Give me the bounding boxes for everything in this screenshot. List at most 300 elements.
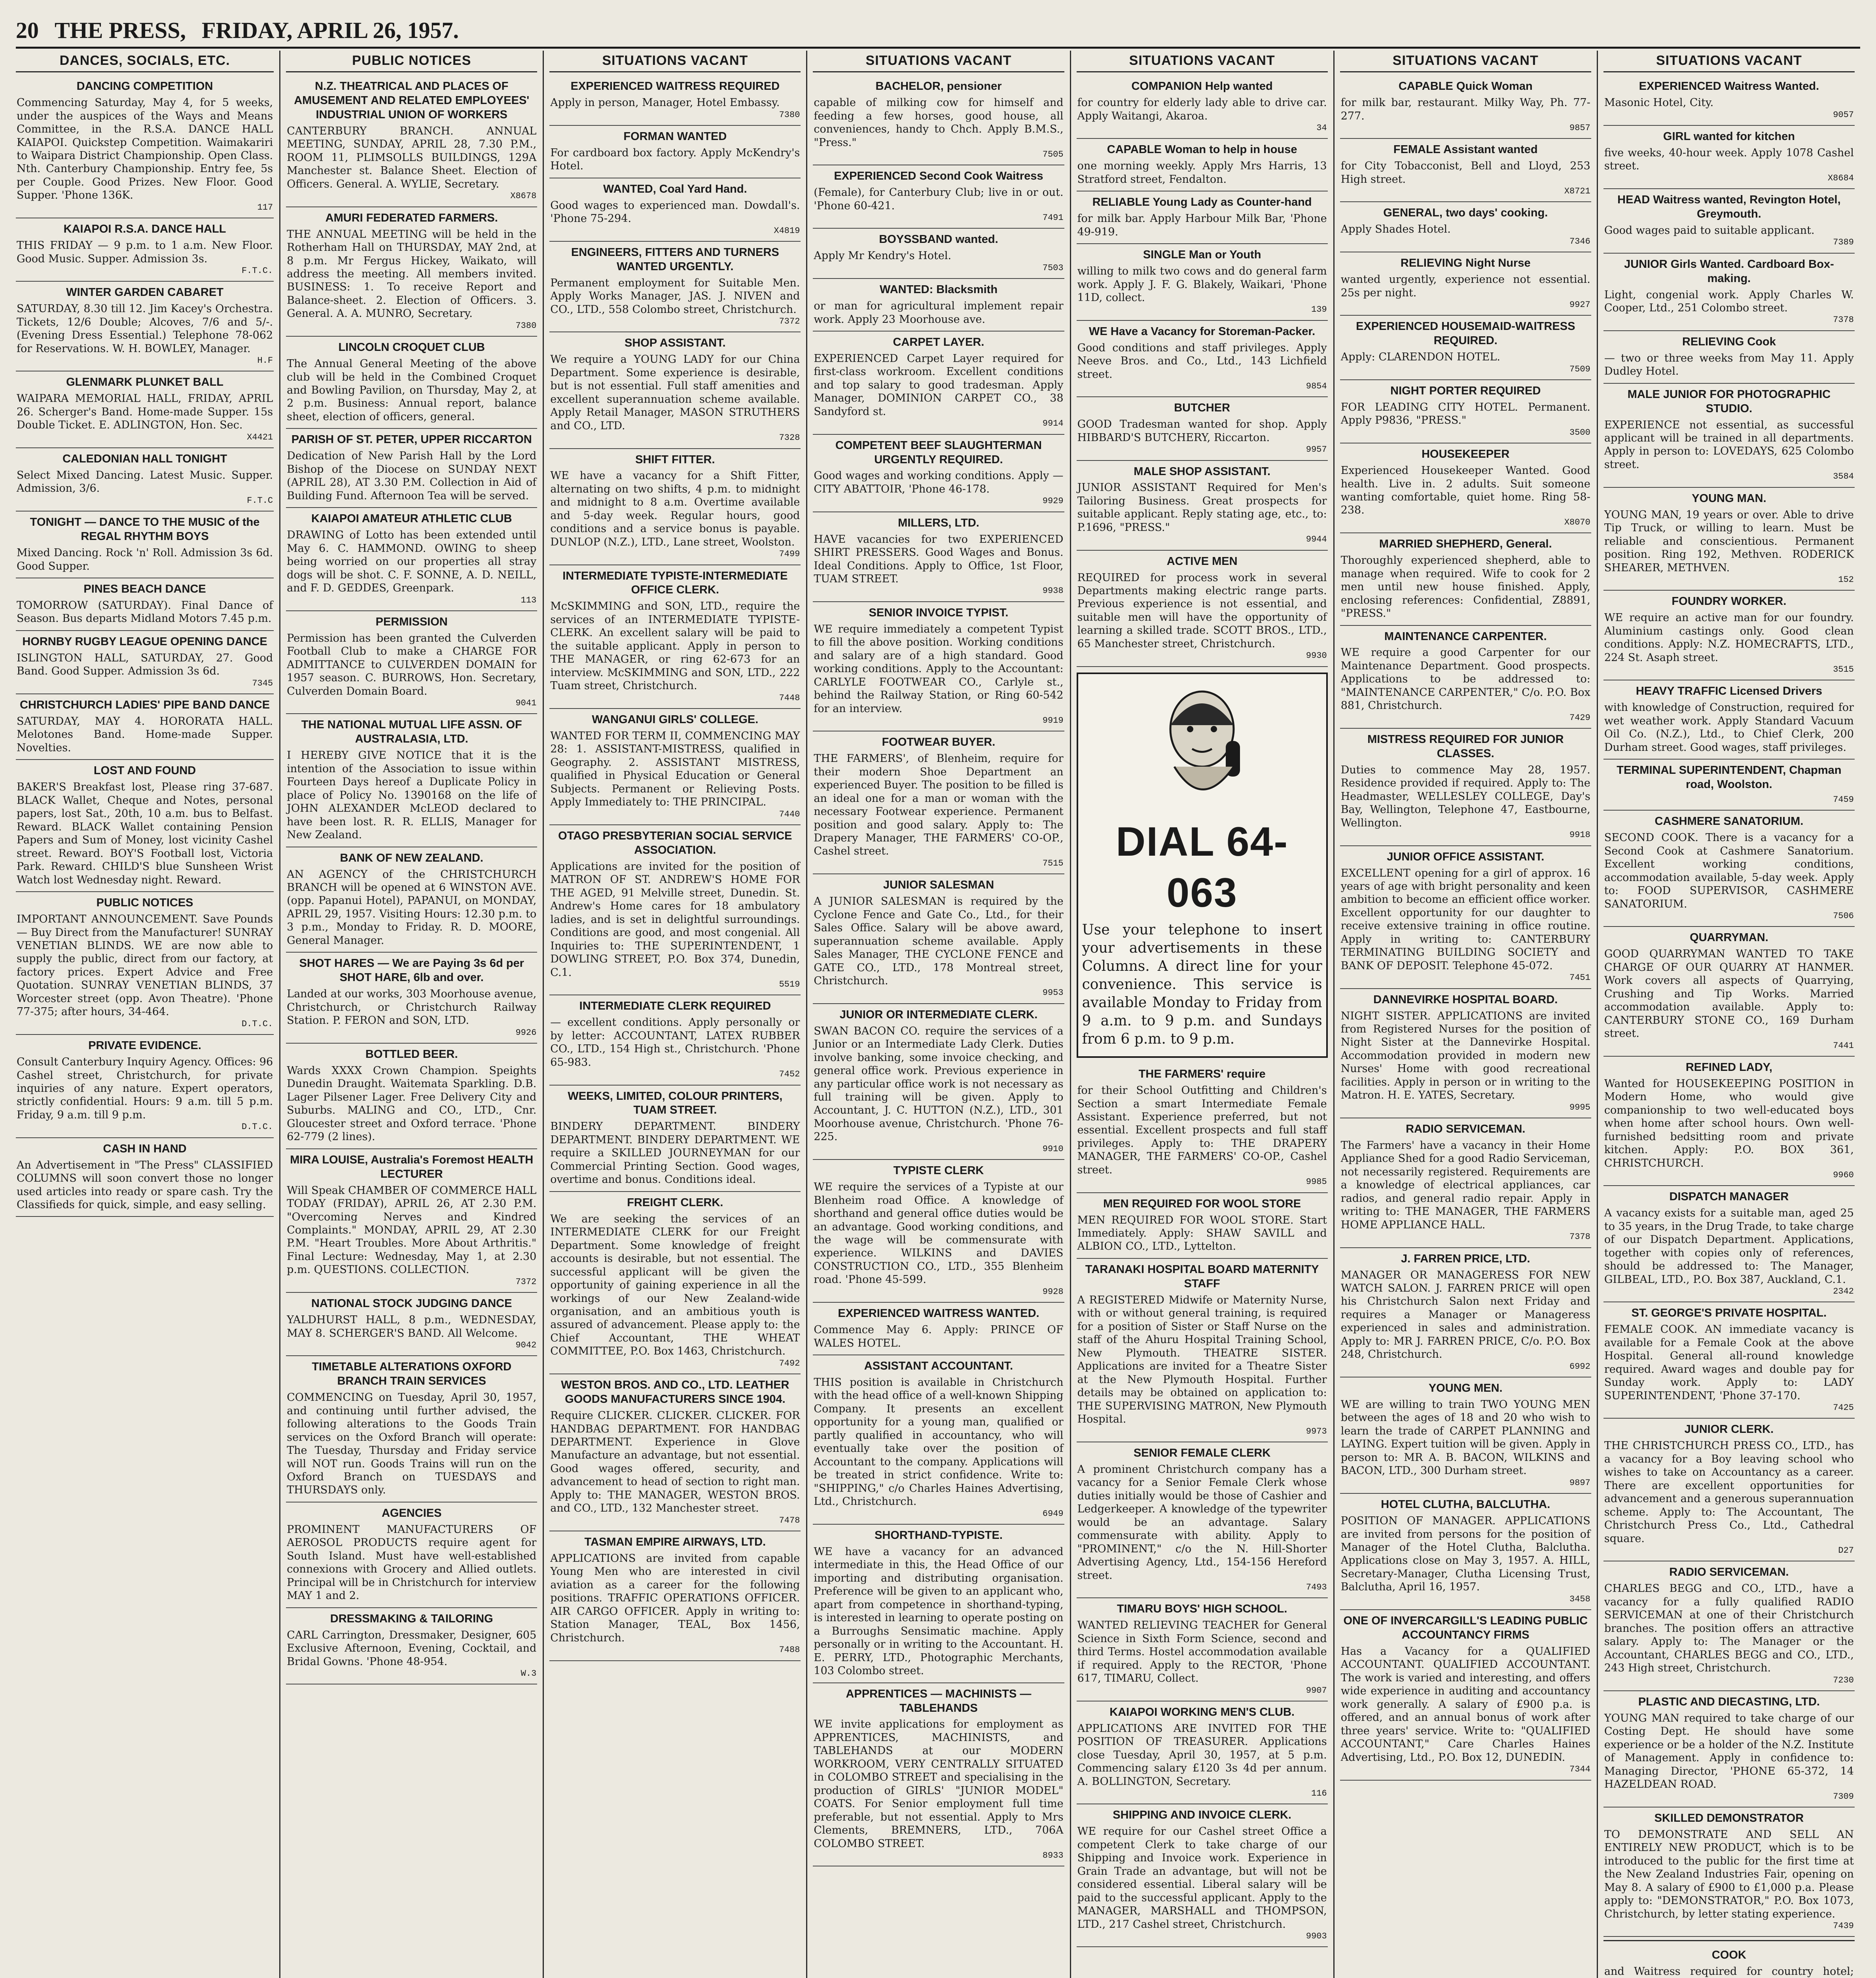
ad-heading: BANK OF NEW ZEALAND. bbox=[340, 851, 483, 864]
classified-ad bbox=[16, 282, 274, 371]
ad-reference-number: D.T.C. bbox=[241, 1019, 273, 1029]
ad-heading: RELIEVING Cook bbox=[1682, 335, 1776, 348]
ad-reference-number: 7346 bbox=[1569, 236, 1590, 246]
ad-heading: WINTER GARDEN CABARET bbox=[66, 286, 224, 299]
ad-body: The Annual General Meeting of the above club will be held in the Combined Croquet and Bowling Pavilion, on Thursday, May 2, at 2 p.m. Business: Annual report, balance sheet, election of officers, general. bbox=[287, 358, 537, 423]
classified-ad bbox=[1603, 1691, 1855, 1807]
classified-ad bbox=[286, 1502, 537, 1608]
ad-body: (Female), for Canterbury Club; live in or out. 'Phone 60-421. bbox=[814, 186, 1064, 212]
classified-ad bbox=[549, 242, 801, 333]
ad-body: IMPORTANT ANNOUNCEMENT. Save Pounds — Buy Direct from the Manufacturer! SUNRAY VENETIAN BLINDS. WE are now able to supply the public, direct from our factory, at factory prices. Expert Advice and Free Quotation. SUNRAY VENETIAN BLINDS, 37 Worcester street (opp. Avon Theatre). 'Phone 77-375; after hours, 34-464. bbox=[17, 913, 273, 1018]
ad-body: An Advertisement in "The Press" CLASSIFIED COLUMNS will soon convert those no longer used articles into ready or spare cash. Try the Classifieds for quick, simple, and easy selling. bbox=[17, 1159, 273, 1211]
ad-reference-number: 7488 bbox=[779, 1645, 800, 1655]
ad-body: APPLICATIONS are invited from capable Young Men who are interested in civil aviation as a career for the following positions. TRAFFIC OPERATIONS OFFICER. AIR CARGO OFFICER. Apply in writing to: Station Manager, TEAL, Box 1456, Christchurch. bbox=[550, 1552, 800, 1644]
masthead bbox=[16, 8, 1860, 49]
ad-body: THE ANNUAL MEETING will be held in the Rotherham Hall on THURSDAY, MAY 2nd, at 8 p.m. Mr Fergus Hickey, Waikato, will address the meeting. All members invited. BUSINESS: 1. To receive Report and Balance-sheet. 2. Election of Officers. 3. General. A. A. MUNRO, Secretary. bbox=[287, 228, 537, 320]
classified-ad bbox=[549, 1374, 801, 1531]
ad-heading: MEN REQUIRED FOR WOOL STORE bbox=[1103, 1197, 1301, 1210]
ad-reference-number: F.T.C. bbox=[241, 266, 273, 276]
ad-body: or man for agricultural implement repair work. Apply 23 Moorhouse ave. bbox=[814, 300, 1064, 326]
ad-body: McSKIMMING and SON, LTD., require the services of an INTERMEDIATE TYPISTE-CLERK. An excellent salary will be paid to the suitable applicant. Apply in person to THE MANAGER, or ring 62-673 for an interview. McSKIMMING and SON, LTD., 222 Tuam street, Christchurch. bbox=[550, 600, 800, 692]
ad-heading: SENIOR INVOICE TYPIST. bbox=[869, 606, 1009, 619]
ad-reference-number: 9857 bbox=[1569, 123, 1590, 133]
ad-body: JUNIOR ASSISTANT Required for Men's Tailoring Business. Great prospects for suitable applicant. Reply stating age, etc., to: P.1696, "PRESS." bbox=[1077, 481, 1327, 534]
ad-reference-number: 9854 bbox=[1306, 381, 1327, 392]
classified-ad bbox=[1340, 846, 1591, 989]
ad-body: COMMENCING on Tuesday, April 30, 1957, and continuing until further advised, the following alterations to the Goods Train services on the Oxford Branch will operate: The Tuesday, Thursday and Friday service will NOT run. Goods Trains will run on the Oxford Branch on TUESDAYS and THURSDAYS only. bbox=[287, 1391, 537, 1497]
classified-ad bbox=[813, 1303, 1064, 1355]
classified-ad bbox=[549, 565, 801, 709]
ad-body: SECOND COOK. There is a vacancy for a Second Cook at Cashmere Sanatorium. Excellent working conditions, accommodation available, 5-day week. Apply to: FOOD SUPERVISOR, CASHMERE SANATORIUM. bbox=[1604, 832, 1854, 910]
classified-ad bbox=[286, 207, 537, 337]
ad-body: We are seeking the services of an INTERMEDIATE CLERK for our Freight Department. Some knowledge of freight accounts is desirable, but not essential. The successful applicant will be given the opportunity of gaining experience in all the workings of our New Zealand-wide organisation, and an ambitious youth is assured of advancement. Please apply to: the Chief Accountant, THE WHEAT COMMITTEE, P.O. Box 1463, Christchurch. bbox=[550, 1213, 800, 1358]
ad-reference-number: 9910 bbox=[1042, 1144, 1064, 1154]
ad-body: Thoroughly experienced shepherd, able to manage when required. Wife to cook for 2 men until new house finished. Apply, enclosing references: Confidential, Z8891, "PRESS." bbox=[1340, 554, 1590, 620]
ad-body: Mixed Dancing. Rock 'n' Roll. Admission 3s 6d. Good Supper. bbox=[17, 547, 273, 572]
ad-reference-number: 7451 bbox=[1569, 973, 1590, 983]
classified-ad bbox=[549, 1531, 801, 1661]
classified-ad bbox=[549, 332, 801, 449]
classified-ad bbox=[1603, 1419, 1855, 1561]
ad-heading: THE FARMERS' require bbox=[1138, 1068, 1266, 1081]
ad-heading: GENERAL, two days' cooking. bbox=[1383, 207, 1548, 220]
column-heading: SITUATIONS VACANT bbox=[1340, 51, 1591, 72]
ad-body: Dedication of New Parish Hall by the Lord Bishop of the Diocese on SUNDAY NEXT (APRIL 28), AT 3.30 P.M. Collection in Aid of Building Fund. Afternoon Tea will be served. bbox=[287, 450, 537, 502]
classified-ad bbox=[813, 1160, 1064, 1303]
classified-ad bbox=[549, 1192, 801, 1374]
ad-heading: RADIO SERVICEMAN. bbox=[1406, 1123, 1526, 1136]
ad-reference-number: 9907 bbox=[1306, 1685, 1327, 1696]
ad-heading: MISTRESS REQUIRED FOR JUNIOR CLASSES. bbox=[1367, 733, 1564, 760]
ad-reference-number: 7372 bbox=[779, 316, 800, 327]
ad-reference-number: 152 bbox=[1838, 574, 1854, 585]
classified-ad bbox=[16, 760, 274, 892]
ad-body: wanted urgently, experience not essential. 25s per night. bbox=[1340, 273, 1590, 299]
ad-reference-number: 9973 bbox=[1306, 1426, 1327, 1436]
classified-ad bbox=[1340, 1494, 1591, 1610]
ad-reference-number: 7345 bbox=[252, 678, 273, 688]
ad-body: THE FARMERS', of Blenheim, require for their modern Shoe Department an experienced Buyer. The position to be filled is an ideal one for a man or woman with the necessary Footwear experience. Permanent position and good salary. Apply to: The Drapery Manager, THE FARMERS' CO-OP., Cashel street. bbox=[814, 752, 1064, 858]
ad-body: Will Speak CHAMBER OF COMMERCE HALL TODAY (FRIDAY), APRIL 26, AT 2.30 P.M. "Overcoming Nerves and Kindred Complaints." MONDAY, APRIL 29, AT 2.30 P.M. "Heart Troubles. More About Arthritis." Final Lecture: Wednesday, May 1, at 2.30 p.m. QUESTIONS. COLLECTION. bbox=[287, 1184, 537, 1276]
ad-heading: CHRISTCHURCH LADIES' PIPE BAND DANCE bbox=[20, 699, 270, 712]
ad-reference-number: H.F bbox=[257, 356, 273, 366]
classified-ad bbox=[16, 1138, 274, 1217]
ad-reference-number: 7344 bbox=[1569, 1764, 1590, 1775]
ad-body: WE have a vacancy for an advanced intermediate in this, the Head Office of our importing and distributing organisation. Preference will be given to an applicant who, apart from competence in shorthand-typing, is interested in learning to operate posting on a Burroughs Sensimatic machine. Apply personally or in writing to the Accountant. H. E. PERRY, LTD., Photographic Merchants, 103 Colombo street. bbox=[814, 1545, 1064, 1677]
column-heading: SITUATIONS VACANT bbox=[1077, 51, 1328, 72]
ad-body: MEN REQUIRED FOR WOOL STORE. Start Immediately. Apply: SHAW SAVILL and ALBION CO., LTD., Lyttelton. bbox=[1077, 1214, 1327, 1253]
classified-ad bbox=[1077, 76, 1328, 139]
ad-reference-number: 3500 bbox=[1569, 427, 1590, 438]
ad-heading: MARRIED SHEPHERD, General. bbox=[1379, 538, 1552, 551]
ad-heading: NIGHT PORTER REQUIRED bbox=[1390, 384, 1541, 397]
classified-ad bbox=[1077, 139, 1328, 191]
ad-body: Duties to commence May 28, 1957. Residence provided if required. Apply to: The Headmaster, WELLESLEY COLLEGE, Day's Bay, Wellington, Telephone 47, Eastbourne, Wellington. bbox=[1340, 764, 1590, 829]
ad-reference-number: 3515 bbox=[1833, 665, 1854, 675]
ad-reference-number: 9995 bbox=[1569, 1102, 1590, 1112]
ad-heading: YOUNG MEN. bbox=[1428, 1382, 1503, 1395]
ad-body: for their School Outfitting and Children's Section a smart Intermediate Female Assistant. Experience preferred, but not essential. Excellent prospects and full staff privileges. Apply to: THE DRAPERY MANAGER, THE FARMERS' CO-OP., Cashel street. bbox=[1077, 1084, 1327, 1176]
classified-ad bbox=[813, 731, 1064, 874]
classified-ad bbox=[549, 995, 801, 1085]
classified-ad bbox=[813, 1355, 1064, 1525]
ad-body: — two or three weeks from May 11. Apply Dudley Hotel. bbox=[1604, 352, 1854, 378]
ad-heading: NATIONAL STOCK JUDGING DANCE bbox=[311, 1297, 512, 1310]
classified-ad bbox=[1340, 1610, 1591, 1780]
ad-body: POSITION OF MANAGER. APPLICATIONS are invited from persons for the position of Manager of the Hotel Clutha, Balclutha. Applications close on May 3, 1957. A. HILL, Secretary-Manager, Clutha Licensing Trust, Balclutha, April 16, 1957. bbox=[1340, 1515, 1590, 1593]
ad-body: Good wages and working conditions. Apply — CITY ABATTOIR, 'Phone 46-178. bbox=[814, 470, 1064, 495]
ad-reference-number: 9914 bbox=[1042, 419, 1064, 429]
ad-heading: BOTTLED BEER. bbox=[365, 1048, 458, 1061]
ad-heading: PARISH OF ST. PETER, UPPER RICCARTON bbox=[291, 433, 532, 446]
classified-ad bbox=[813, 1683, 1064, 1867]
ad-heading: WEEKS, LIMITED, COLOUR PRINTERS, TUAM STREET. bbox=[568, 1089, 783, 1117]
ad-reference-number: 7499 bbox=[779, 549, 800, 559]
classified-ad bbox=[1077, 551, 1328, 667]
classified-ad bbox=[16, 578, 274, 631]
ad-heading: WANTED: Blacksmith bbox=[879, 283, 998, 296]
classified-ad bbox=[1340, 202, 1591, 252]
classified-ad bbox=[813, 435, 1064, 512]
ad-body: FEMALE COOK. AN immediate vacancy is available for a Female Cook at the above Hospital. General all-round knowledge required. Award wages and double pay for Sunday work. Apply to: LADY SUPERINTENDENT, 'Phone 37-170. bbox=[1604, 1323, 1854, 1402]
classified-ad bbox=[1340, 729, 1591, 846]
classified-ad bbox=[16, 371, 274, 448]
ad-heading: FEMALE Assistant wanted bbox=[1393, 143, 1538, 156]
classified-ad bbox=[549, 449, 801, 565]
ad-reference-number: 9953 bbox=[1042, 988, 1064, 998]
classified-ad bbox=[1340, 76, 1591, 139]
classified-ad bbox=[549, 1086, 801, 1192]
ad-heading: ASSISTANT ACCOUNTANT. bbox=[864, 1360, 1013, 1373]
classified-ad bbox=[1603, 1561, 1855, 1691]
ad-heading: JUNIOR SALESMAN bbox=[883, 879, 994, 892]
issue-date: FRIDAY, APRIL 26, 1957. bbox=[202, 17, 459, 43]
ad-heading: WANGANUI GIRLS' COLLEGE. bbox=[592, 713, 759, 726]
dial-headline: DIAL 64-063 bbox=[1116, 818, 1289, 916]
ad-heading: TARANAKI HOSPITAL BOARD MATERNITY STAFF bbox=[1085, 1263, 1319, 1290]
ad-reference-number: 7448 bbox=[779, 693, 800, 703]
classified-ad bbox=[286, 1149, 537, 1293]
ad-body: WE have a vacancy for a Shift Fitter, alternating on two shifts, 4 p.m. to midnight and midnight to 8 a.m. Overtime available and 5-day week. Regular hours, good conditions and a service bonus is payable. DUNLOP (N.Z.), LTD., Lane street, Woolston. bbox=[550, 470, 800, 548]
classified-ad bbox=[1603, 1186, 1855, 1302]
ad-body: BAKER'S Breakfast lost, Please ring 37-687. BLACK Wallet, Cheque and Notes, personal papers, lost Sat., 20th, 10 a.m. bus to Belfast. Reward. BLACK Wallet containing Pension Papers and Sum of Money, lost vicinity Cashel street. Reward. BOY'S Football lost, Victoria Park. Reward. CHILD'S blue Sunsheen Wrist Watch lost Wednesday night. Reward. bbox=[17, 781, 273, 886]
ad-reference-number: 7429 bbox=[1569, 712, 1590, 723]
ad-body: EXPERIENCE not essential, as successful applicant will be trained in all departments. Apply in person to: LOVEDAYS, 625 Colombo street. bbox=[1604, 419, 1854, 471]
classified-ad bbox=[1340, 1248, 1591, 1378]
ad-body: Apply: CLARENDON HOTEL. bbox=[1340, 351, 1500, 364]
ad-heading: INTERMEDIATE CLERK REQUIRED bbox=[579, 1000, 771, 1013]
classified-ad bbox=[1340, 380, 1591, 443]
ad-reference-number: 9042 bbox=[515, 1340, 537, 1351]
ad-heading: DISPATCH MANAGER bbox=[1669, 1190, 1789, 1203]
column-situations-2 bbox=[806, 51, 1070, 1978]
ad-heading: KAIAPOI R.S.A. DANCE HALL bbox=[63, 223, 226, 236]
ad-body: The Farmers' have a vacancy in their Home Appliance Shed for a good Radio Serviceman, not necessarily registered. Requirements are a knowledge of electrical appliances, car radios, and general radio repair. Apply in writing to: THE MANAGER, THE FARMERS HOME APPLIANCE HALL. bbox=[1340, 1139, 1590, 1231]
ad-body: Landed at our works, 303 Moorhouse avenue, Christchurch, or Christchurch Railway Station. P. FERON and SON, LTD. bbox=[287, 988, 537, 1027]
ad-body: five weeks, 40-hour week. Apply 1078 Cashel street. bbox=[1604, 146, 1854, 172]
classified-ad bbox=[1077, 191, 1328, 244]
classified-ad bbox=[16, 631, 274, 694]
ad-reference-number: 7378 bbox=[1833, 315, 1854, 325]
ad-heading: FORMAN WANTED bbox=[623, 130, 727, 143]
ad-reference-number: 113 bbox=[521, 595, 537, 605]
ad-heading: MILLERS, LTD. bbox=[898, 516, 979, 529]
ad-heading: HORNBY RUGBY LEAGUE OPENING DANCE bbox=[22, 635, 267, 648]
ad-body: WANTED FOR TERM II, COMMENCING MAY 28: 1. ASSISTANT-MISTRESS, qualified in Geography. 2. ASSISTANT MISTRESS, qualified in Physical Education or General Subjects. Permanent or Relieving Posts. Apply Immediately to: THE PRINCIPAL. bbox=[550, 729, 800, 809]
classified-ad bbox=[1077, 1063, 1328, 1193]
ad-reference-number: 7503 bbox=[1042, 263, 1064, 273]
ad-body: Consult Canterbury Inquiry Agency. Offices: 96 Cashel street, Christchurch, for private inquiries of any nature. Expert operators, strictly confidential. Hours: 9 a.m. till 5 p.m. Friday, 9 a.m. till 9 p.m. bbox=[17, 1056, 273, 1121]
ad-heading: N.Z. THEATRICAL AND PLACES OF AMUSEMENT AND RELATED EMPLOYEES' INDUSTRIAL UNION OF WORKERS bbox=[294, 80, 530, 121]
classified-ad bbox=[1340, 443, 1591, 533]
classified-ad bbox=[1077, 1598, 1328, 1701]
classified-ad bbox=[286, 429, 537, 508]
ad-heading: CALEDONIAN HALL TONIGHT bbox=[62, 453, 227, 465]
ad-body: EXCELLENT opening for a girl of approx. 16 years of age with bright personality and keen ambition to become an efficient office worker. Excellent opportunity for our daughter to receive extensive training in office routine. Apply in writing to: CANTERBURY TERMINATING BUILDING SOCIETY and BANK OF DEPOSIT. Telephone 45-072. bbox=[1340, 867, 1590, 972]
ad-body: Select Mixed Dancing. Latest Music. Supper. Admission, 3/6. bbox=[17, 469, 273, 495]
ad-body: MANAGER OR MANAGERESS FOR NEW WATCH SALON. J. FARREN PRICE will open his Christchurch Salon next Friday and requires a Manager or Manageress experienced in sales and administration. Apply to: MR J. FARREN PRICE, C/o. P.O. Box 248, Christchurch. bbox=[1340, 1269, 1590, 1361]
ad-body: WE require for our Cashel street Office a competent Clerk to take charge of our Shipping and Invoice work. Experience in Grain Trade an advantage, but will not be considered essential. Liberal salary will be paid to the successful applicant. Apply to the MANAGER, MARSHALL and THOMPSON, LTD., 217 Cashel street, Christchurch. bbox=[1077, 1825, 1327, 1931]
ad-body: REQUIRED for process work in several Departments making electric range parts. Previous experience is not essential, and suitable men will have the opportunity of learning a skilled trade. SCOTT BROS., LTD., 65 Manchester street, Christchurch. bbox=[1077, 571, 1327, 650]
classified-ad bbox=[16, 448, 274, 512]
classified-ad bbox=[1077, 1259, 1328, 1442]
ad-body: GOOD Tradesman wanted for shop. Apply HIBBARD'S BUTCHERY, Riccarton. bbox=[1077, 418, 1327, 444]
classified-ad bbox=[286, 1608, 537, 1685]
ad-heading: JUNIOR OR INTERMEDIATE CLERK. bbox=[839, 1008, 1038, 1021]
ad-heading: FOOTWEAR BUYER. bbox=[882, 736, 996, 749]
ad-heading: PLASTIC AND DIECASTING, LTD. bbox=[1638, 1695, 1820, 1708]
ad-heading: EXPERIENCED Second Cook Waitress bbox=[834, 170, 1043, 183]
classified-ad bbox=[1603, 811, 1855, 927]
ad-body: SATURDAY, 8.30 till 12. Jim Kacey's Orchestra. Tickets, 12/6 Double; Alcoves, 7/6 and 5/-. (Evening Dress Essential.) Telephone 78-062 for Reservations. W. H. BOWLEY, Manager. bbox=[17, 303, 273, 355]
classified-ad bbox=[1340, 252, 1591, 316]
ad-heading: SKILLED DEMONSTRATOR bbox=[1654, 1811, 1804, 1825]
ad-reference-number: 7493 bbox=[1306, 1582, 1327, 1592]
classified-ad bbox=[16, 892, 274, 1035]
ad-reference-number: 7478 bbox=[779, 1515, 800, 1525]
classified-ad bbox=[1603, 927, 1855, 1057]
ad-body: willing to milk two cows and do general farm work. Apply J. F. G. Blakely, Waikari, 'Phone 11D, collect. bbox=[1077, 265, 1327, 304]
column-heading: PUBLIC NOTICES bbox=[286, 51, 537, 72]
ad-reference-number: D.T.C. bbox=[241, 1122, 273, 1132]
ad-body: A JUNIOR SALESMAN is required by the Cyclone Fence and Gate Co., Ltd., for their Sales Office. Salary will be above award, superannuation scheme available. Apply Sales Manager, THE CYCLONE FENCE and GATE CO., LTD., 178 Montreal street, Christchurch. bbox=[814, 895, 1064, 987]
ad-reference-number: 8933 bbox=[1042, 1851, 1064, 1861]
classified-ad bbox=[1340, 139, 1591, 202]
ad-heading: EXPERIENCED WAITRESS REQUIRED bbox=[570, 80, 780, 93]
ad-reference-number: 9897 bbox=[1569, 1478, 1590, 1488]
column-situations-1 bbox=[543, 51, 806, 1978]
classified-ad bbox=[286, 1044, 537, 1149]
classified-ad bbox=[1603, 680, 1855, 760]
ad-heading: TIMETABLE ALTERATIONS OXFORD BRANCH TRAIN SERVICES bbox=[312, 1360, 512, 1388]
dial-advertising-box bbox=[1077, 673, 1328, 1058]
ad-heading: DANNEVIRKE HOSPITAL BOARD. bbox=[1373, 993, 1558, 1006]
column-heading: DANCES, SOCIALS, ETC. bbox=[16, 51, 274, 72]
classified-ad bbox=[16, 76, 274, 218]
ad-body: BINDERY DEPARTMENT. BINDERY DEPARTMENT. BINDERY DEPARTMENT. WE require a SKILLED JOURNEYMAN for our Commercial Printing Section. Good wages, overtime and bonus. Conditions ideal. bbox=[550, 1120, 800, 1186]
ad-heading: SHOP ASSISTANT. bbox=[625, 337, 726, 350]
ad-reference-number: 7230 bbox=[1833, 1675, 1854, 1685]
classified-ad bbox=[1340, 533, 1591, 625]
classified-ad bbox=[1603, 1302, 1855, 1419]
ad-body: HAVE vacancies for two EXPERIENCED SHIRT PRESSERS. Good Wages and Bonus. Ideal Conditions. Apply to Office, 1st Floor, TUAM STREET. bbox=[814, 533, 1064, 585]
column-heading: SITUATIONS VACANT bbox=[1603, 51, 1855, 72]
paper-name: THE PRESS, bbox=[55, 17, 186, 43]
ad-body: AN AGENCY of the CHRISTCHURCH BRANCH will be opened at 6 WINSTON AVE. (opp. Papanui Hotel), PAPANUI, on MONDAY, APRIL 29, 1957. Visiting Hours: 12.30 p.m. to 3 p.m., Monday to Friday. R. D. MOORE, General Manager. bbox=[287, 868, 537, 947]
ad-heading: SENIOR FEMALE CLERK bbox=[1133, 1446, 1271, 1459]
column-situations-3 bbox=[1070, 51, 1333, 1978]
ad-body: A REGISTERED Midwife or Maternity Nurse, with or without general training, is required for a position of Sister or Staff Nurse on the staff of the Ahuru Hospital Training School, New Plymouth. THEATRE SISTER. Applications are invited for a Theatre Sister at the New Plymouth Hospital. Further details may be obtained on application to: THE SUPERVISING MATRON, New Plymouth Hospital. bbox=[1077, 1294, 1327, 1426]
ad-body: FOR LEADING CITY HOTEL. Permanent. Apply P9836, "PRESS." bbox=[1340, 401, 1590, 427]
ad-reference-number: X8678 bbox=[510, 191, 537, 201]
ad-body: Apply Mr Kendry's Hotel. bbox=[814, 250, 952, 262]
ad-heading: WE Have a Vacancy for Storeman-Packer. bbox=[1089, 325, 1316, 338]
ad-body: THIS position is available in Christchurch with the head office of a well-known Shipping Company. It presents an excellent opportunity for a young man, qualified or partly qualified in accountancy, who will eventually take over the position of Accountant to the company. Applications will be treated in strict confidence. Write to: "SHIPPING," c/o Charles Haines Advertising, Ltd., Christchurch. bbox=[814, 1376, 1064, 1508]
column-heading: SITUATIONS VACANT bbox=[813, 51, 1064, 72]
classified-ad bbox=[813, 165, 1064, 229]
classified-ad bbox=[813, 279, 1064, 332]
ad-heading: GIRL wanted for kitchen bbox=[1663, 130, 1795, 143]
ad-heading: SHOT HARES — We are Paying 3s 6d per SHOT HARE, 6lb and over. bbox=[299, 957, 524, 984]
ad-heading: COOK bbox=[1711, 1949, 1746, 1962]
ad-body: Experienced Housekeeper Wanted. Good health. Live in. 2 adults. Suit someone wanting comfortable, quiet home. Ring 58-238. bbox=[1340, 464, 1590, 517]
ad-heading: CAPABLE Woman to help in house bbox=[1107, 143, 1297, 156]
ad-body: We require a YOUNG LADY for our China Department. Some experience is desirable, but is not essential. Full staff amenities and excellent superannuation scheme available. Apply Retail Manager, MASON STRUTHERS and CO., LTD. bbox=[550, 353, 800, 432]
ad-reference-number: X8070 bbox=[1564, 517, 1590, 527]
ad-body: Require CLICKER. CLICKER. CLICKER. FOR HANDBAG DEPARTMENT. FOR HANDBAG DEPARTMENT. Experience in Glove Manufacture an advantage, but not essential. Good wages offered, security, and advancement to head of section to right man. Apply to: THE MANAGER, WESTON BROS. and CO., LTD., 132 Manchester street. bbox=[550, 1410, 800, 1515]
ad-heading: PINES BEACH DANCE bbox=[83, 583, 206, 595]
classified-ad bbox=[16, 694, 274, 760]
ad-body: CARL Carrington, Dressmaker, Designer, 605 Exclusive Afternoon, Evening, Cocktail, and Bridal Gowns. 'Phone 48-954. bbox=[287, 1629, 537, 1668]
ad-body: for milk bar. Apply Harbour Milk Bar, 'Phone 49-919. bbox=[1077, 212, 1327, 238]
ad-heading: DANCING COMPETITION bbox=[76, 80, 213, 93]
ad-heading: MALE JUNIOR FOR PHOTOGRAPHIC STUDIO. bbox=[1627, 388, 1831, 415]
ad-body: for City Tobacconist, Bell and Lloyd, 253 High street. bbox=[1340, 160, 1590, 186]
ad-reference-number: 6949 bbox=[1042, 1508, 1064, 1519]
ad-body: SATURDAY, MAY 4. HORORATA HALL. Melotones Band. Home-made Supper. Novelties. bbox=[17, 715, 273, 754]
columns bbox=[16, 51, 1860, 1978]
ad-body: Apply in person, Manager, Hotel Embassy. bbox=[550, 97, 780, 109]
ad-heading: JUNIOR CLERK. bbox=[1684, 1423, 1774, 1436]
ad-heading: TASMAN EMPIRE AIRWAYS, LTD. bbox=[584, 1536, 766, 1549]
ad-body: CHARLES BEGG and CO., LTD., have a vacancy for a fully qualified RADIO SERVICEMAN at one of their Christchurch branches. The position offers an attractive salary. Apply to: The Manager or the Accountant, CHARLES BEGG and CO., LTD., 243 High street, Christchurch. bbox=[1604, 1582, 1854, 1675]
column-divider bbox=[1603, 1940, 1855, 1941]
ad-body: for country for elderly lady able to drive car. Apply Waitangi, Akaroa. bbox=[1077, 97, 1327, 122]
ad-body: DRAWING of Lotto has been extended until May 6. C. HAMMOND. OWING to sheep being worried on our properties all stray dogs will be shot. C. F. SONNE, A. D. NEILL, and F. D. GEDDES, Greenpark. bbox=[287, 529, 537, 595]
ad-reference-number: X8721 bbox=[1564, 186, 1590, 197]
ad-reference-number: 7378 bbox=[1569, 1232, 1590, 1242]
ad-heading: FREIGHT CLERK. bbox=[627, 1196, 723, 1209]
ad-heading: YOUNG MAN. bbox=[1692, 492, 1766, 505]
ad-heading: EXPERIENCED WAITRESS WANTED. bbox=[838, 1307, 1039, 1320]
classified-ad bbox=[286, 953, 537, 1044]
ad-body: WE require an active man for our foundry. Aluminium castings only. Good clean conditions. Apply: N.Z. HOMECRAFTS, LTD., 224 St. Asaph street. bbox=[1604, 612, 1854, 664]
classified-ad bbox=[286, 714, 537, 847]
ad-heading: CAPABLE Quick Woman bbox=[1398, 80, 1533, 93]
classified-ad bbox=[813, 874, 1064, 1004]
column-public-notices bbox=[279, 51, 543, 1978]
ad-heading: QUARRYMAN. bbox=[1690, 931, 1768, 944]
ad-heading: AMURI FEDERATED FARMERS. bbox=[325, 211, 498, 224]
ad-heading: INTERMEDIATE TYPISTE-INTERMEDIATE OFFICE CLERK. bbox=[562, 569, 788, 597]
ad-body: WANTED RELIEVING TEACHER for General Science in Sixth Form Science, second and third Terms. Hostel accommodation available if required. Apply to the RECTOR, 'Phone 617, TIMARU, Collect. bbox=[1077, 1619, 1327, 1685]
ad-heading: RADIO SERVICEMAN. bbox=[1669, 1566, 1789, 1579]
ad-body: Light, congenial work. Apply Charles W. Cooper, Ltd., 251 Colombo street. bbox=[1604, 288, 1854, 315]
ad-reference-number: X8684 bbox=[1827, 173, 1854, 183]
ad-body: TO DEMONSTRATE AND SELL AN ENTIRELY NEW PRODUCT, which is to be introduced to the public for the first time at the New Zealand Industries Fair, opening on May 8. A salary of £900 to £1,000 p.a. Please apply to: "DEMONSTRATOR," P.O. Box 1073, Christchurch, by letter stating experience. bbox=[1604, 1828, 1854, 1920]
dial-body: Use your telephone to insert your advertisements in these Columns. A direct line for your convenience. This service is available Monday to Friday from 9 a.m. to 9 p.m. and Sundays from 6 p.m. to 9 p.m. bbox=[1082, 921, 1322, 1047]
classified-ad bbox=[1603, 1944, 1855, 1978]
classified-ad bbox=[286, 337, 537, 429]
ad-heading: EXPERIENCED HOUSEMAID-WAITRESS REQUIRED. bbox=[1356, 320, 1575, 347]
ad-reference-number: 7440 bbox=[779, 809, 800, 819]
ad-reference-number: 116 bbox=[1311, 1789, 1327, 1799]
ad-heading: BOYSSBAND wanted. bbox=[879, 233, 998, 246]
ad-heading: LINCOLN CROQUET CLUB bbox=[338, 341, 485, 354]
ad-reference-number: X4819 bbox=[774, 225, 800, 236]
ad-body: WE require immediately a competent Typist to fill the above position. Working conditions and salary are of a high standard. Good working conditions. Apply to the Accountant: CARLYLE FOOTWEAR CO., Carlyle st., behind the Railway Station, or Ring 60-542 for an interview. bbox=[814, 623, 1064, 715]
ad-heading: HEAVY TRAFFIC Licensed Drivers bbox=[1636, 685, 1822, 698]
ad-heading: HOUSEKEEPER bbox=[1422, 448, 1510, 461]
ad-reference-number: F.T.C bbox=[247, 495, 273, 506]
ad-reference-number: 9928 bbox=[1042, 1286, 1064, 1297]
ad-heading: JUNIOR OFFICE ASSISTANT. bbox=[1387, 850, 1545, 863]
ad-heading: KAIAPOI WORKING MEN'S CLUB. bbox=[1109, 1705, 1295, 1718]
classified-ad bbox=[1077, 244, 1328, 321]
ad-body: A vacancy exists for a suitable man, aged 25 to 35 years, in the Drug Trade, to take charge of our Dispatch Department. Applications, together with copies only of references, should be addressed to: The Manager, GILBEAL, LTD., P.O. Box 387, Auckland, C.1. bbox=[1604, 1207, 1854, 1286]
classified-ad bbox=[1603, 254, 1855, 331]
ad-heading: FOUNDRY WORKER. bbox=[1672, 595, 1787, 608]
ad-heading: SHIFT FITTER. bbox=[635, 453, 715, 466]
classified-ad bbox=[1340, 989, 1591, 1119]
classified-ad bbox=[1603, 591, 1855, 680]
ad-body: Good wages to experienced man. Dowdall's. 'Phone 75-294. bbox=[550, 199, 800, 225]
classified-ad bbox=[1603, 1057, 1855, 1186]
ad-heading: RELIEVING Night Nurse bbox=[1400, 257, 1531, 270]
ad-body: I HEREBY GIVE NOTICE that it is the intention of the Association to issue within Fourteen Days hereof a Duplicate Policy in place of Policy No. 1390168 on the life of JOHN ALEXANDER McLEOD declared to have been lost. R. R. ELLIS, Manager for New Zealand. bbox=[287, 749, 537, 841]
ad-body: Good wages paid to suitable applicant. bbox=[1604, 224, 1815, 237]
ad-reference-number: 9057 bbox=[1833, 110, 1854, 120]
ad-reference-number: 9927 bbox=[1569, 300, 1590, 310]
ad-reference-number: 9944 bbox=[1306, 534, 1327, 545]
ad-body: NIGHT SISTER. APPLICATIONS are invited from Registered Nurses for the position of Night Sister at the Dannevirke Hospital. Accommodation provided in modern new Nurses' Home with good recreational facilities. Apply in person or in writing to the Matron. H. E. YATES, Secretary. bbox=[1340, 1010, 1590, 1102]
classified-ad bbox=[286, 76, 537, 207]
ad-body: Applications are invited for the position of MATRON OF ST. ANDREW'S HOME FOR THE AGED, 91 Melville street, Dunedin. St. Andrew's Home cares for 18 ambulatory ladies, and is set in delightful surroundings. Conditions are good, and most congenial. All Inquiries to: THE SUPERINTENDENT, 1 DOWLING STREET, P.O. Box 374, Dunedin, C.1. bbox=[550, 860, 800, 979]
classified-ad bbox=[1077, 461, 1328, 551]
classified-ad bbox=[1340, 626, 1591, 729]
classified-ad bbox=[1077, 1701, 1328, 1805]
ad-body: WAIPARA MEMORIAL HALL, FRIDAY, APRIL 26. Scherger's Band. Home-made Supper. 15s Double Ticket. E. ADLINGTON, Hon. Sec. bbox=[17, 392, 273, 432]
ad-reference-number: 7389 bbox=[1833, 237, 1854, 248]
ad-reference-number: 7492 bbox=[779, 1358, 800, 1368]
ad-heading: TONIGHT — DANCE TO THE MUSIC of the REGAL RHYTHM BOYS bbox=[30, 516, 260, 543]
ad-heading: MIRA LOUISE, Australia's Foremost HEALTH LECTURER bbox=[290, 1153, 534, 1180]
ad-heading: EXPERIENCED Waitress Wanted. bbox=[1639, 80, 1819, 93]
ad-body: PROMINENT MANUFACTURERS OF AEROSOL PRODUCTS require agent for South Island. Must have well-established connexions with Grocery and Allied outlets. Principal will be in Christchurch for interview MAY 1 and 2. bbox=[287, 1523, 537, 1602]
ad-heading: HEAD Waitress wanted, Revington Hotel, Greymouth. bbox=[1617, 193, 1841, 220]
ad-heading: RELIABLE Young Lady as Counter-hand bbox=[1092, 196, 1312, 209]
classified-ad bbox=[286, 1356, 537, 1502]
classified-ad bbox=[1340, 316, 1591, 380]
classified-ad bbox=[549, 178, 801, 242]
ad-reference-number: 9929 bbox=[1042, 496, 1064, 506]
ad-body: Commence May 6. Apply: PRINCE OF WALES HOTEL. bbox=[814, 1324, 1064, 1349]
column-situations-4 bbox=[1333, 51, 1597, 1978]
ad-heading: SHORTHAND-TYPISTE. bbox=[875, 1529, 1003, 1542]
ad-body: YALDHURST HALL, 8 p.m., WEDNESDAY, MAY 8. SCHERGER'S BAND. All Welcome. bbox=[287, 1314, 537, 1340]
classified-ad bbox=[286, 847, 537, 953]
classified-ad bbox=[813, 332, 1064, 435]
